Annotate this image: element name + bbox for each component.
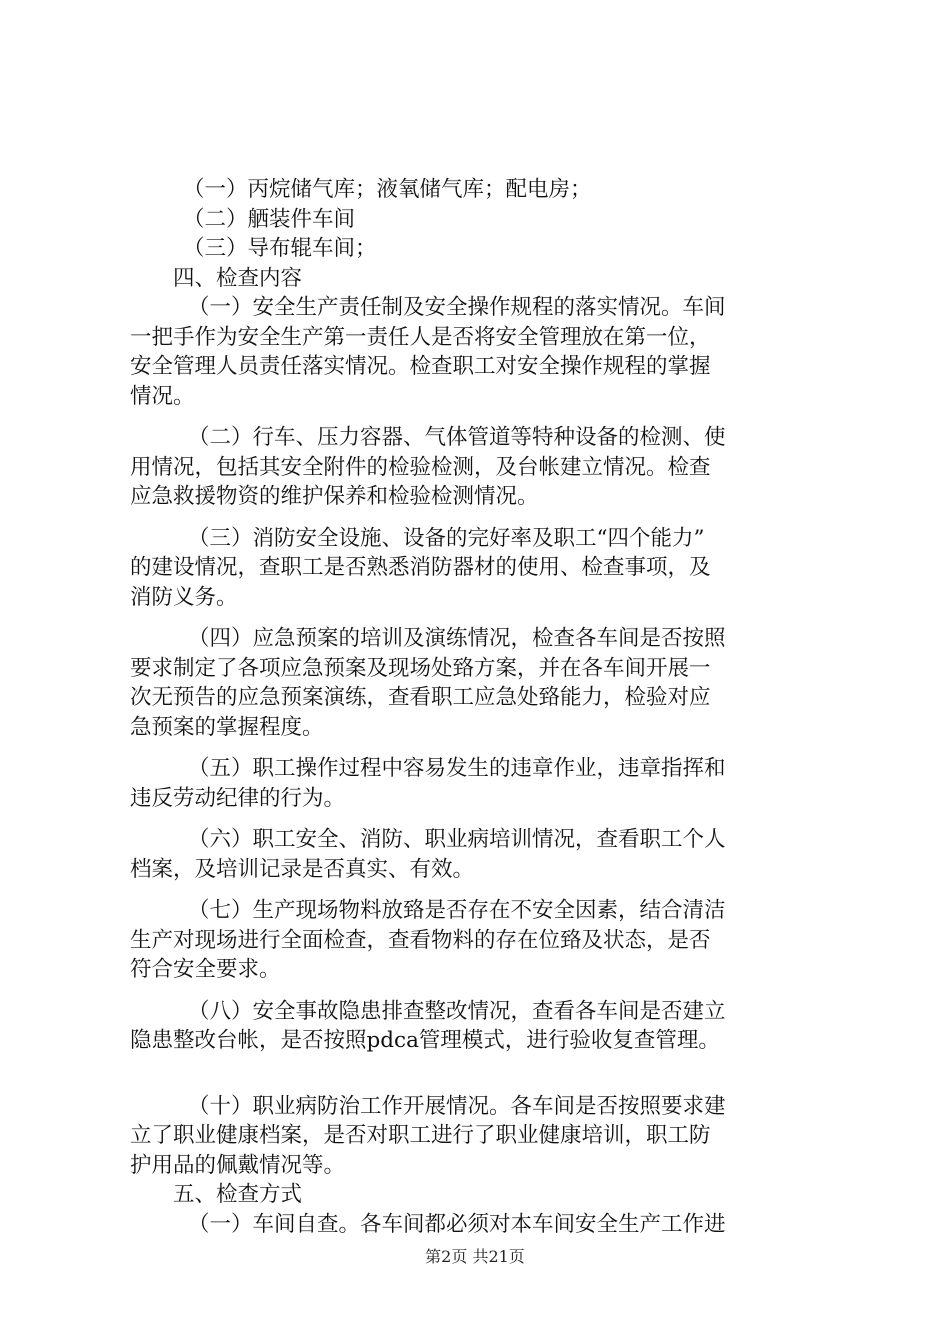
paragraph-line: 安全管理人员责任落实情况。检查职工对安全操作规程的掌握 xyxy=(130,354,711,379)
paragraph-line: （三）消防安全设施、设备的完好率及职工“四个能力” xyxy=(188,525,705,551)
paragraph-line: 符合安全要求。 xyxy=(130,957,281,982)
paragraph-line: 消防义务。 xyxy=(130,584,238,610)
paragraph-line: 护用品的佩戴情况等。 xyxy=(130,1152,346,1178)
section-heading-inspection-method: 五、检查方式 xyxy=(173,1182,303,1207)
paragraph-line: （五）职工操作过程中容易发生的违章作业，违章指挥和 xyxy=(188,756,726,781)
page-number-footer: 第2页 共21页 xyxy=(425,1247,525,1266)
paragraph-line: 档案，及培训记录是否真实、有效。 xyxy=(130,856,475,882)
paragraph-line: 立了职业健康档案，是否对职工进行了职业健康培训，职工防 xyxy=(130,1123,711,1148)
paragraph-line: 情况。 xyxy=(130,383,195,409)
paragraph-line: （十）职业病防治工作开展情况。各车间是否按照要求建 xyxy=(188,1093,726,1119)
document-body xyxy=(130,175,830,1239)
paragraph-line: （二）行车、压力容器、气体管道等特种设备的检测、使 xyxy=(188,425,726,450)
list-item-propane-store: （一）丙烷储气库；液氧储气库；配电房； xyxy=(183,177,592,202)
paragraph-line: 急预案的掌握程度。 xyxy=(130,714,324,740)
list-item-fitting-workshop: （二）舾装件车间 xyxy=(183,206,356,232)
paragraph-line: 应急救援物资的维护保养和检验检测情况。 xyxy=(130,484,539,509)
paragraph-line: （六）职工安全、消防、职业病培训情况，查看职工个人 xyxy=(188,827,726,852)
list-item-roller-workshop: （三）导布辊车间； xyxy=(183,236,377,261)
paragraph-line: 的建设情况，查职工是否熟悉消防器材的使用、检查事项，及 xyxy=(130,555,711,580)
paragraph-line: 要求制定了各项应急预案及现场处臵方案，并在各车间开展一 xyxy=(130,655,711,681)
paragraph-line: （一）安全生产责任制及安全操作规程的落实情况。车间 xyxy=(188,295,726,320)
paragraph-line: （四）应急预案的培训及演练情况，检查各车间是否按照 xyxy=(188,626,726,651)
section-heading-inspection-content: 四、检查内容 xyxy=(173,265,303,291)
paragraph-line: 隐患整改台帐，是否按照pdca管理模式，进行验收复查管理。 xyxy=(130,1028,720,1053)
paragraph-line: 生产对现场进行全面检查，查看物料的存在位臵及状态，是否 xyxy=(130,927,711,953)
paragraph-line: 一把手作为安全生产第一责任人是否将安全管理放在第一位， xyxy=(130,324,711,350)
paragraph-line: 次无预告的应急预案演练，查看职工应急处臵能力，检验对应 xyxy=(130,685,711,710)
paragraph-line: （八）安全事故隐患排查整改情况，查看各车间是否建立 xyxy=(188,998,726,1024)
paragraph-line: 用情况，包括其安全附件的检验检测，及台帐建立情况。检查 xyxy=(130,454,711,480)
paragraph-line: 违反劳动纪律的行为。 xyxy=(130,785,346,811)
paragraph-line: （一）车间自查。各车间都必须对本车间安全生产工作进 xyxy=(188,1211,726,1237)
paragraph-line: （七）生产现场物料放臵是否存在不安全因素，结合清洁 xyxy=(188,898,726,923)
